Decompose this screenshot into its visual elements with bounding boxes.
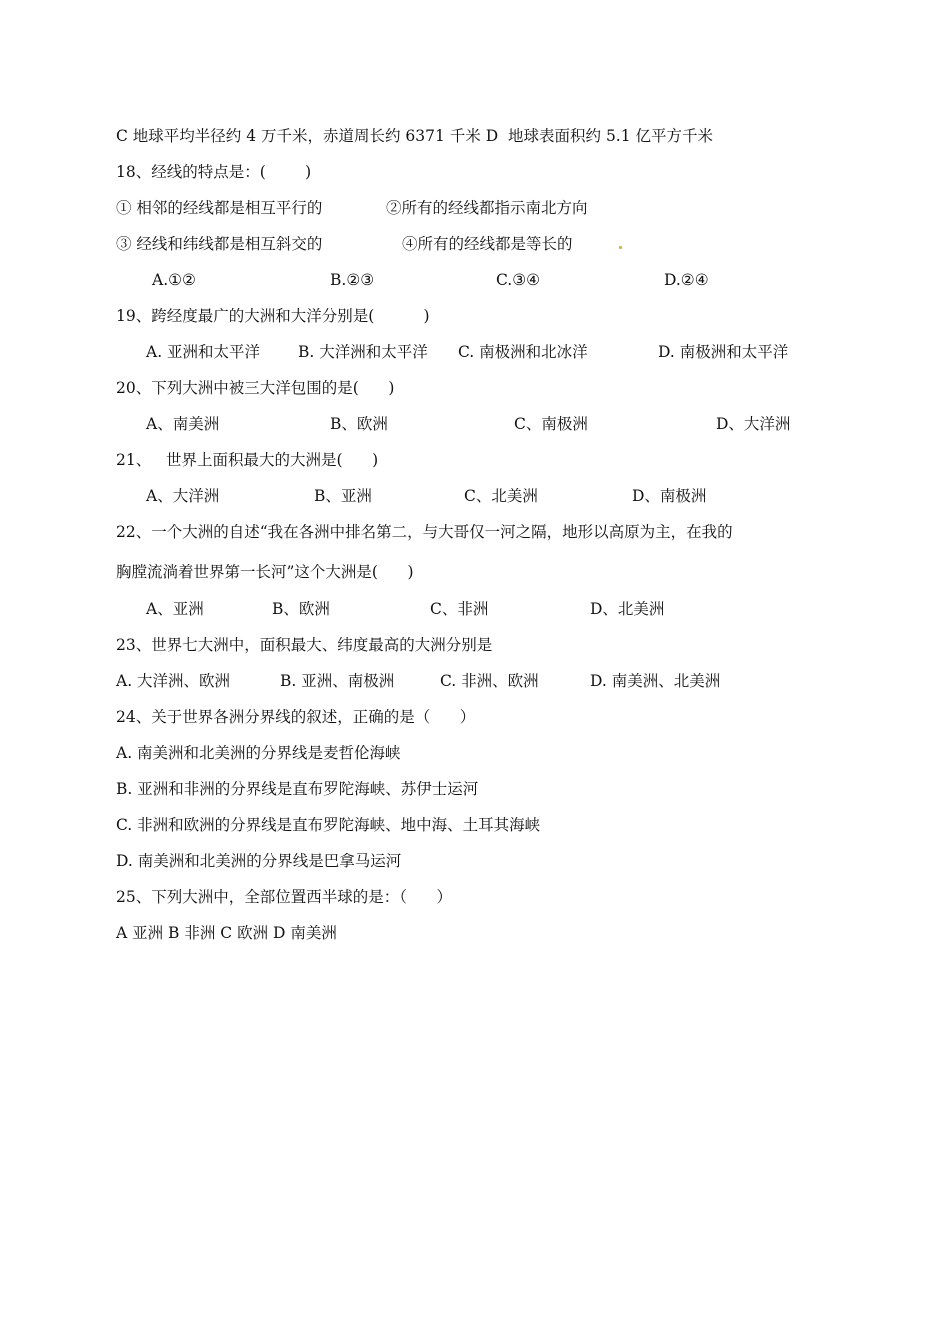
q23-option-d: D. 南美洲、北美洲 [590, 672, 721, 690]
q21-option-c: C、北美洲 [464, 487, 538, 505]
q20-option-d: D、大洋洲 [716, 415, 791, 433]
q18-statement-2: ②所有的经线都指示南北方向 [386, 199, 588, 217]
q25-options: A 亚洲 B 非洲 C 欧洲 D 南美洲 [116, 924, 337, 942]
q18-option-a: A.①② [152, 271, 196, 289]
q23-question: 23、世界七大洲中，面积最大、纬度最高的大洲分别是 [116, 636, 493, 654]
q23-option-a: A. 大洋洲、欧洲 [116, 672, 231, 690]
q21-question: 21、 世界上面积最大的大洲是( ) [116, 451, 379, 469]
q24-option-a: A. 南美洲和北美洲的分界线是麦哲伦海峡 [116, 744, 401, 762]
q24-option-c: C. 非洲和欧洲的分界线是直布罗陀海峡、地中海、土耳其海峡 [116, 816, 541, 834]
q17-option-c-d: C 地球平均半径约 4 万千米，赤道周长约 6371 千米 D 地球表面积约 5.1 亿平方千米 [116, 127, 714, 145]
stray-mark [619, 246, 622, 249]
q22-question-line-2: 胸膛流淌着世界第一长河”这个大洲是( ) [116, 563, 414, 581]
q22-question-line-1: 22、一个大洲的自述“我在各洲中排名第二，与大哥仅一河之隔，地形以高原为主，在我的 [116, 523, 733, 541]
q19-option-a: A. 亚洲和太平洋 [146, 343, 261, 361]
q18-statement-4: ④所有的经线都是等长的 [402, 235, 573, 253]
q18-option-c: C.③④ [496, 271, 541, 289]
q21-option-d: D、南极洲 [632, 487, 707, 505]
q22-option-b: B、欧洲 [272, 600, 330, 618]
q22-option-a: A、亚洲 [146, 600, 204, 618]
q24-option-d: D. 南美洲和北美洲的分界线是巴拿马运河 [116, 852, 402, 870]
q18-option-d: D.②④ [664, 271, 709, 289]
q19-option-c: C. 南极洲和北冰洋 [458, 343, 588, 361]
q20-option-b: B、欧洲 [330, 415, 388, 433]
q20-option-c: C、南极洲 [514, 415, 588, 433]
q18-option-b: B.②③ [330, 271, 375, 289]
q20-question: 20、下列大洲中被三大洋包围的是( ) [116, 379, 395, 397]
q18-statement-3: ③ 经线和纬线都是相互斜交的 [116, 235, 323, 253]
q22-option-c: C、非洲 [430, 600, 489, 618]
q25-question: 25、下列大洲中，全部位置西半球的是：（ ） [116, 888, 453, 906]
q18-statement-1: ① 相邻的经线都是相互平行的 [116, 199, 323, 217]
q19-option-b: B. 大洋洲和太平洋 [298, 343, 428, 361]
q19-question: 19、跨经度最广的大洲和大洋分别是( ) [116, 307, 430, 325]
q18-question: 18、经线的特点是：( ) [116, 163, 312, 181]
q21-option-b: B、亚洲 [314, 487, 372, 505]
q19-option-d: D. 南极洲和太平洋 [658, 343, 789, 361]
q21-option-a: A、大洋洲 [146, 487, 220, 505]
q20-option-a: A、南美洲 [146, 415, 220, 433]
q23-option-b: B. 亚洲、南极洲 [280, 672, 395, 690]
q23-option-c: C. 非洲、欧洲 [440, 672, 539, 690]
q24-option-b: B. 亚洲和非洲的分界线是直布罗陀海峡、苏伊士运河 [116, 780, 479, 798]
q24-question: 24、关于世界各洲分界线的叙述，正确的是（ ） [116, 708, 476, 726]
q22-option-d: D、北美洲 [590, 600, 665, 618]
